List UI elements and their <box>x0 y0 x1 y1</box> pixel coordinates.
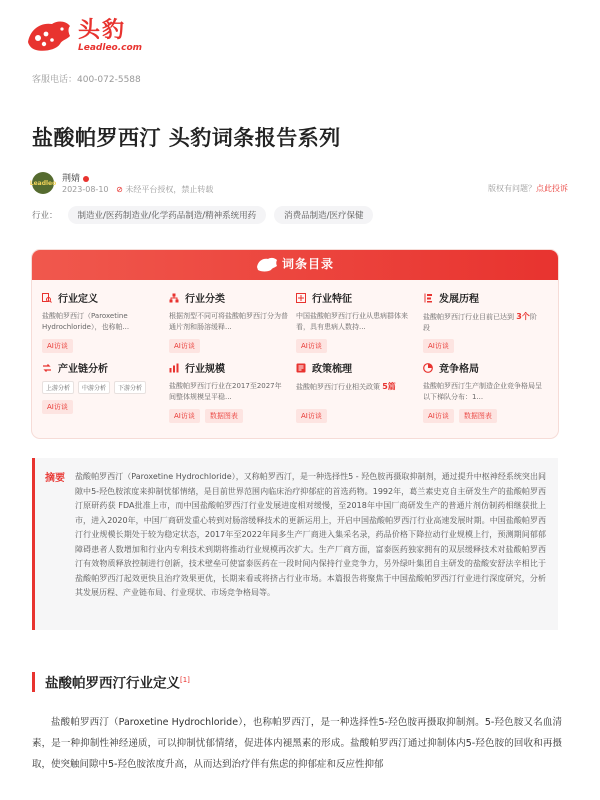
ai-interview-chip[interactable]: AI访谈 <box>169 339 200 353</box>
reference-marker[interactable]: [1] <box>180 676 190 684</box>
toc-item-policy[interactable]: 政策梳理 盐酸帕罗西汀行业相关政策 5篇 AI访谈 <box>296 360 423 430</box>
brand-domain: Leadleo.com <box>78 43 143 53</box>
toc-desc: 中国盐酸帕罗西汀行业从患病群体来看，具有患病人数持... <box>296 312 408 331</box>
toc-item-competition[interactable]: 竞争格局 盐酸帕罗西汀生产制造企业竞争格局呈以下梯队分布：1... AI访谈 数据图表 <box>423 360 550 430</box>
toc-header <box>32 250 558 280</box>
industry-label: 行业： <box>32 211 58 221</box>
toc-item-industry-chain[interactable]: 产业链分析 上游分析 中游分析 下游分析 AI访谈 <box>42 360 169 430</box>
ai-interview-chip[interactable]: AI访谈 <box>42 400 73 414</box>
toc-desc: 盐酸帕罗西汀生产制造企业竞争格局呈以下梯队分布：1... <box>423 382 542 401</box>
chain-icon <box>42 363 52 373</box>
search-doc-icon <box>42 293 52 303</box>
complaint-link[interactable]: 点此投诉 <box>536 184 568 193</box>
toc-item-characteristics[interactable]: 行业特征 中国盐酸帕罗西汀行业从患病群体来看，具有患病人数持... AI访谈 <box>296 290 423 360</box>
rights-complaint: 版权有问题？点此投诉 <box>488 184 568 193</box>
leopard-icon <box>256 256 278 272</box>
toc-item-classification[interactable]: 行业分类 根据剂型不同可将盐酸帕罗西汀分为普通片剂和肠溶缓释... AI访谈 <box>169 290 296 360</box>
industry-tags <box>32 206 381 224</box>
ai-interview-chip[interactable]: AI访谈 <box>169 409 200 423</box>
page-title: 盐酸帕罗西汀 头豹词条报告系列 <box>32 126 341 150</box>
toc-desc: 盐酸帕罗西汀行业目前已达到 3个阶段 <box>423 312 537 332</box>
leopard-logo-icon <box>24 16 72 56</box>
toc-item-history[interactable]: 发展历程 盐酸帕罗西汀行业目前已达到 3个阶段 AI访谈 <box>423 290 550 360</box>
publish-date: 2023-08-10 <box>62 185 109 194</box>
data-chart-chip[interactable]: 数据图表 <box>459 409 497 423</box>
upstream-tag[interactable]: 上游分析 <box>42 381 74 394</box>
timeline-icon <box>423 293 433 303</box>
grid-cross-icon <box>296 293 306 303</box>
author-row <box>29 172 568 196</box>
toc-desc: 盐酸帕罗西汀（Paroxetine Hydrochloride），也称帕... <box>42 312 130 331</box>
policy-icon <box>296 363 306 373</box>
industry-tag[interactable]: 消费品制造/医疗保健 <box>274 206 373 224</box>
pie-icon <box>423 363 433 373</box>
toc-desc: 根据剂型不同可将盐酸帕罗西汀分为普通片剂和肠溶缓释... <box>169 312 288 331</box>
abstract-label: 摘要 <box>45 473 65 484</box>
site-header <box>24 16 142 56</box>
abstract-box <box>32 458 558 630</box>
midstream-tag[interactable]: 中游分析 <box>78 381 110 394</box>
ai-interview-chip[interactable]: AI访谈 <box>42 339 73 353</box>
ai-interview-chip[interactable]: AI访谈 <box>423 409 454 423</box>
toc-item-definition[interactable]: 行业定义 盐酸帕罗西汀（Paroxetine Hydrochloride），也称帕... AI访谈 <box>42 290 169 360</box>
data-chart-chip[interactable]: 数据图表 <box>205 409 243 423</box>
industry-tag[interactable]: 制造业/医药制造业/化学药品制造/精神系统用药 <box>68 206 267 224</box>
bar-chart-icon <box>169 363 179 373</box>
repost-restriction: 未经平台授权，禁止转载 <box>125 185 214 194</box>
abstract-text: 盐酸帕罗西汀（Paroxetine Hydrochloride），又称帕罗西汀，是一种选择性5 - 羟色胺再摄取抑制剂，通过提升中枢神经系统突出间隙中5-羟色胺浓度来抑制忧郁情绪，是目前世界范围内临床治疗抑郁症的首选药物。1992年，葛兰素史克自主研发生产的盐酸帕罗西汀原研药获 FDA批准上市，而中国盐酸帕罗西汀行业发展进度相对缓慢，至2018年中国厂商研发生产的普通片剂仿制药相继获批上市，进入2020年，中国厂商研发重心转到对肠溶缓释技术的更新运用上，开启中国盐酸帕罗西汀行业高速发展时期。中国盐酸帕罗西汀行业规模长期处于较为稳定状态，2017年至2022年间多生产厂商进入集采名录，药品价格下降拉动行业规模上行，预测期间郁郁障碍患者人数增加和行业内专利技术到期将推动行业规模再次扩大。生产厂商方面，富泰医药独家拥有的双层缓释技术对盐酸帕罗西汀有效物质释放控制进行创新，技术壁垒可使富泰医药在一段时间内保持行业竞争力，另外绿叶集团自主研发的盐酸安舒法辛相比于盐酸帕罗西汀起效更快且治疗效果更优，长期来看或将挤占行业市场。本篇报告将聚焦于中国盐酸帕罗西汀行业进行深度研究，分析其发展历程、产业链布局、行业现状、市场竞争格局等。 <box>75 472 546 597</box>
section-heading: 盐酸帕罗西汀行业定义[1] <box>32 672 190 692</box>
ai-interview-chip[interactable]: AI访谈 <box>296 409 327 423</box>
section-body: 盐酸帕罗西汀（Paroxetine Hydrochloride），也称帕罗西汀，是一种选择性5-羟色胺再摄取抑制剂。5-羟色胺又名血清素，是一种抑制性神经递质，可以抑制忧郁情绪，促进体内褪黑素的形成。盐酸帕罗西汀通过抑制体内5-羟色胺的回收和再摄取，使突触间隙中5-羟色胺浓度升高，从而达到治疗伴有焦虑的抑郁症和反应性抑郁 <box>32 717 562 770</box>
no-repost-icon: ⊘ <box>116 185 123 194</box>
ai-interview-chip[interactable]: AI访谈 <box>296 339 327 353</box>
publish-meta <box>62 184 213 195</box>
brand-name: 头豹 <box>78 18 127 43</box>
toc-item-market-size[interactable]: 行业规模 盐酸帕罗西汀行业在2017至2027年间整体规模呈平稳... AI访谈 数据图表 <box>169 360 296 430</box>
verified-badge-icon <box>83 176 89 182</box>
customer-hotline: 客服电话：400-072-5588 <box>32 75 141 85</box>
hierarchy-icon <box>169 293 179 303</box>
downstream-tag[interactable]: 下游分析 <box>114 381 146 394</box>
table-of-contents <box>32 250 558 438</box>
author-name[interactable]: 荆婧 <box>62 171 89 184</box>
avatar[interactable]: Leadleo <box>32 172 54 194</box>
brand-logo[interactable] <box>24 16 142 56</box>
toc-desc: 盐酸帕罗西汀行业相关政策 5篇 <box>296 382 396 391</box>
toc-desc: 盐酸帕罗西汀行业在2017至2027年间整体规模呈平稳... <box>169 382 282 401</box>
toc-heading: 词条目录 <box>281 257 335 271</box>
ai-interview-chip[interactable]: AI访谈 <box>423 339 454 353</box>
